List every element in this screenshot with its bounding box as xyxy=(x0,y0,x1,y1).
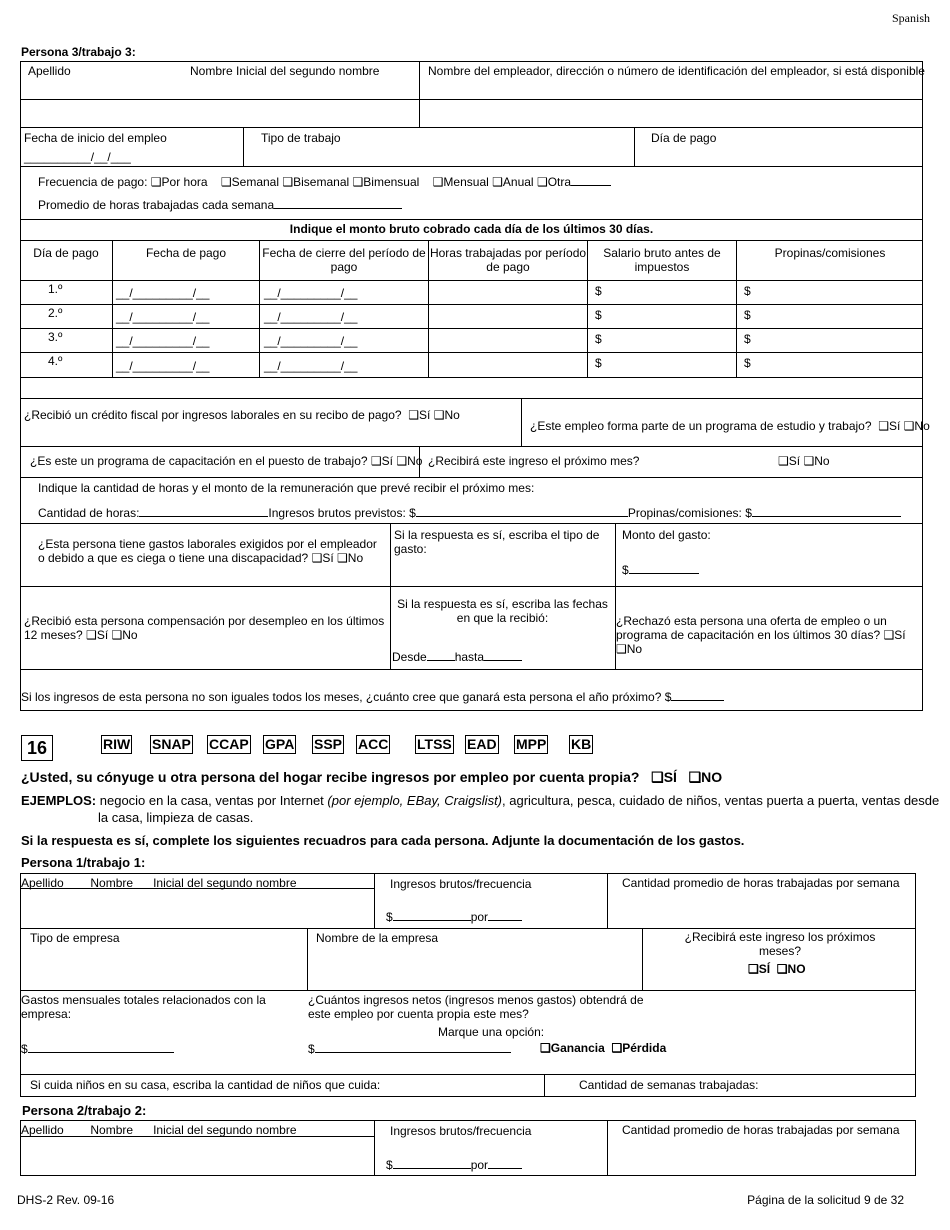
salario-field[interactable]: $ xyxy=(595,356,602,370)
p1-ganancia-perdida: ❑Ganancia ❑Pérdida xyxy=(540,1041,667,1055)
checkbox-si[interactable]: ❑ xyxy=(408,408,419,422)
th-dia-pago: Día de pago xyxy=(33,246,99,260)
program-code-mpp: MPP xyxy=(516,736,547,752)
fecha-pago-field[interactable]: __/_________/__ xyxy=(116,359,210,373)
desde-field[interactable] xyxy=(427,649,455,661)
checkbox-si[interactable]: ❑ xyxy=(311,551,323,565)
section16-ejemplos: EJEMPLOS: negocio en la casa, ventas por Internet (por ejemplo, EBay, Craigslist), agricultura, pesca, cuidado de niños, ventas puerta a puerta, ventas desde xyxy=(21,793,940,808)
p3-desde-hasta: Desde hasta xyxy=(392,649,522,664)
form-id: DHS-2 Rev. 09-16 xyxy=(17,1193,115,1207)
persona2-title: Persona 2/trabajo 2: xyxy=(22,1103,147,1118)
fecha-pago-field[interactable]: __/_________/__ xyxy=(116,286,210,300)
checkbox-no[interactable]: ❑ xyxy=(776,962,788,976)
p2-ingresos-freq: Ingresos brutos/frecuencia xyxy=(390,1124,532,1138)
th-fecha-cierre: Fecha de cierre del período de pago xyxy=(262,246,426,274)
checkbox-no[interactable]: ❑ xyxy=(396,454,408,468)
checkbox-bimensual[interactable]: ❑ xyxy=(352,175,364,189)
persona3-title: Persona 3/trabajo 3: xyxy=(21,45,136,59)
fecha-pago-field[interactable]: __/_________/__ xyxy=(116,310,210,324)
checkbox-no[interactable]: ❑ xyxy=(688,769,702,785)
p3-cantidad-row: Cantidad de horas: Ingresos brutos previstos: $ Propinas/comisiones: $ xyxy=(38,505,901,520)
checkbox-no[interactable]: ❑ xyxy=(337,551,348,565)
checkbox-no[interactable]: ❑ xyxy=(111,628,123,642)
horas-field[interactable] xyxy=(429,329,586,351)
p3-credito-fiscal: ¿Recibió un crédito fiscal por ingresos laborales en su recibo de pago? ❑Sí ❑No xyxy=(24,408,460,422)
cantidad-horas-field[interactable] xyxy=(139,505,268,517)
page-number: Página de la solicitud 9 de 32 xyxy=(747,1193,904,1207)
checkbox-por-hora[interactable]: ❑ xyxy=(150,175,162,189)
p1-marque: Marque una opción: xyxy=(438,1025,545,1039)
horas-field[interactable] xyxy=(429,281,586,303)
p1-ingresos-field[interactable]: $ por xyxy=(386,909,522,924)
p3-promedio: Promedio de horas trabajadas cada semana xyxy=(38,197,402,212)
row-label: 2.º xyxy=(48,306,63,320)
salario-field[interactable]: $ xyxy=(595,308,602,322)
language-label: Spanish xyxy=(891,11,930,25)
row-label: 4.º xyxy=(48,354,63,368)
p1-cuida-ninos: Si cuida niños en su casa, escriba la cantidad de niños que cuida: xyxy=(30,1078,381,1092)
p1-name-field[interactable] xyxy=(21,889,373,927)
checkbox-perdida[interactable]: ❑ xyxy=(611,1041,623,1055)
p3-recibira-options: ❑Sí ❑No xyxy=(778,454,830,468)
p1-ingresos-netos-field[interactable]: $ xyxy=(308,1041,511,1056)
th-propinas: Propinas/comisiones xyxy=(774,246,886,260)
program-code-snap: SNAP xyxy=(152,736,191,752)
checkbox-si[interactable]: ❑ xyxy=(883,628,895,642)
salario-field[interactable]: $ xyxy=(595,284,602,298)
p1-recibira-options: ❑SÍ ❑NO xyxy=(748,962,806,976)
th-fecha-pago: Fecha de pago xyxy=(145,246,227,260)
checkbox-mensual[interactable]: ❑ xyxy=(432,175,444,189)
p3-nombre-label: Nombre Inicial del segundo nombre xyxy=(190,64,380,78)
p3-monto-gasto-field[interactable]: $ xyxy=(622,562,699,577)
fecha-cierre-field[interactable]: __/_________/__ xyxy=(264,310,358,324)
p2-ingresos-field[interactable]: $ por xyxy=(386,1157,522,1172)
p1-gastos-field[interactable]: $ xyxy=(21,1041,174,1056)
p3-tipo-trabajo-label: Tipo de trabajo xyxy=(261,131,341,145)
program-code-kb: KB xyxy=(571,736,592,752)
checkbox-anual[interactable]: ❑ xyxy=(492,175,503,189)
p3-rechazo-q: ¿Rechazó esta persona una oferta de empleo o un programa de capacitación en los últimos 30 días? ❑Sí ❑No xyxy=(616,614,906,656)
fecha-cierre-field[interactable]: __/_________/__ xyxy=(264,286,358,300)
p1-ingresos-freq: Ingresos brutos/frecuencia xyxy=(390,877,532,891)
p1-nombre-empresa: Nombre de la empresa xyxy=(316,931,439,945)
p3-fecha-inicio-label: Fecha de inicio del empleo xyxy=(24,131,167,145)
th-horas: Horas trabajadas por período de pago xyxy=(429,246,587,274)
p1-semanas: Cantidad de semanas trabajadas: xyxy=(579,1078,759,1092)
propinas-field[interactable]: $ xyxy=(744,356,751,370)
p3-recibira-ingreso: ¿Recibirá este ingreso el próximo mes? xyxy=(428,454,640,468)
salario-field[interactable]: $ xyxy=(595,332,602,346)
p1-ingresos-netos: ¿Cuántos ingresos netos (ingresos menos gastos) obtendrá de este empleo por cuenta propia este mes? xyxy=(308,993,644,1021)
p3-ingresos-no-iguales: Si los ingresos de esta persona no son iguales todos los meses, ¿cuánto cree que ganará esta persona el año próximo? $ xyxy=(21,689,724,704)
horas-field[interactable] xyxy=(429,305,586,327)
p3-capacitacion: ¿Es este un programa de capacitación en el puesto de trabajo? ❑Sí ❑No xyxy=(30,454,423,468)
row-label: 3.º xyxy=(48,330,63,344)
persona1-title: Persona 1/trabajo 1: xyxy=(21,855,146,870)
p2-name-field[interactable] xyxy=(21,1137,373,1175)
p1-recibira-meses: ¿Recibirá este ingreso los próximos meses? xyxy=(684,930,876,958)
otra-field[interactable] xyxy=(571,174,611,186)
program-code-ccap: CCAP xyxy=(209,736,249,752)
p3-dia-pago-label: Día de pago xyxy=(651,131,717,145)
checkbox-no[interactable]: ❑ xyxy=(803,454,815,468)
ingresos-anuales-field[interactable] xyxy=(671,689,724,701)
promedio-field[interactable] xyxy=(274,197,402,209)
p3-monto-gasto: Monto del gasto: xyxy=(622,528,711,542)
checkbox-bisemanal[interactable]: ❑ xyxy=(282,175,294,189)
checkbox-no[interactable]: ❑ xyxy=(616,642,627,656)
row-label: 1.º xyxy=(48,282,63,296)
p2-name-labels: Apellido Nombre Inicial del segundo nombre xyxy=(21,1123,297,1137)
th-salario: Salario bruto antes de impuestos xyxy=(603,246,721,274)
program-code-ssp: SSP xyxy=(314,736,343,752)
p3-fecha-inicio-field[interactable]: __________/__/___ xyxy=(24,150,131,164)
frecuencia-label: Frecuencia de pago: xyxy=(38,175,148,189)
p3-desempleo-q: ¿Recibió esta persona compensación por desempleo en los últimos 12 meses? ❑Sí ❑No xyxy=(24,614,385,642)
fecha-cierre-field[interactable]: __/_________/__ xyxy=(264,359,358,373)
ingresos-brutos-field[interactable] xyxy=(416,505,628,517)
checkbox-si[interactable]: ❑ xyxy=(86,628,97,642)
section16-question: ¿Usted, su cónyuge u otra persona del hogar recibe ingresos por empleo por cuenta propia? ❑SÍ ❑NO xyxy=(21,769,723,785)
program-code-gpa: GPA xyxy=(265,736,295,752)
p3-indique-horas: Indique la cantidad de horas y el monto de la remuneración que prevé recibir el próximo mes: xyxy=(38,481,535,495)
checkbox-no[interactable]: ❑ xyxy=(433,408,445,422)
propinas-previstas-field[interactable] xyxy=(752,505,901,517)
program-code-acc: ACC xyxy=(358,736,389,752)
p3-fechas-recibio: Si la respuesta es sí, escriba las fechas en que la recibió: xyxy=(397,597,608,625)
fecha-pago-field[interactable]: __/_________/__ xyxy=(116,334,210,348)
propinas-field[interactable]: $ xyxy=(744,332,751,346)
p2-horas-semana: Cantidad promedio de horas trabajadas por semana xyxy=(622,1123,900,1137)
p1-name-labels: Apellido Nombre Inicial del segundo nombre xyxy=(21,876,297,890)
program-code-ltss: LTSS xyxy=(417,736,452,752)
section16-ejemplos-cont: la casa, limpieza de casas. xyxy=(98,810,254,825)
section-number: 16 xyxy=(21,735,53,761)
checkbox-si[interactable]: ❑ xyxy=(370,454,382,468)
p3-apellido-label: Apellido xyxy=(28,64,71,78)
propinas-field[interactable]: $ xyxy=(744,284,751,298)
program-code-riw: RIW xyxy=(103,736,131,752)
p3-nombre-field[interactable] xyxy=(21,100,418,126)
section16-instruccion: Si la respuesta es sí, complete los siguientes recuadros para cada persona. Adjunte la documentación de los gastos. xyxy=(21,833,745,848)
p1-gastos-mensuales: Gastos mensuales totales relacionados con la empresa: xyxy=(21,993,266,1021)
p3-tipo-gasto: Si la respuesta es sí, escriba el tipo de gasto: xyxy=(394,528,600,556)
p1-horas-semana: Cantidad promedio de horas trabajadas por semana xyxy=(622,876,900,890)
p3-frecuencia: Frecuencia de pago: ❑Por hora ❑Semanal ❑Bisemanal ❑Bimensual ❑Mensual ❑Anual ❑Otra xyxy=(38,174,611,189)
p1-tipo-empresa: Tipo de empresa xyxy=(30,931,120,945)
p3-empleador-field[interactable] xyxy=(420,100,922,126)
p3-indique-monto: Indique el monto bruto cobrado cada día de los últimos 30 días. xyxy=(289,222,654,236)
checkbox-si[interactable]: ❑ xyxy=(748,962,759,976)
fecha-cierre-field[interactable]: __/_________/__ xyxy=(264,334,358,348)
checkbox-si[interactable]: ❑ xyxy=(778,454,789,468)
checkbox-otra[interactable]: ❑ xyxy=(536,175,548,189)
horas-field[interactable] xyxy=(429,353,586,376)
program-code-ead: EAD xyxy=(467,736,497,752)
checkbox-ganancia[interactable]: ❑ xyxy=(540,1041,551,1055)
hasta-field[interactable] xyxy=(484,649,522,661)
checkbox-no[interactable]: ❑ xyxy=(903,419,915,433)
checkbox-si[interactable]: ❑ xyxy=(878,419,889,433)
p3-estudio-trabajo: ¿Este empleo forma parte de un programa de estudio y trabajo? ❑Sí ❑No xyxy=(530,419,930,433)
checkbox-si[interactable]: ❑ xyxy=(651,769,664,785)
p3-gastos-q: ¿Esta persona tiene gastos laborales exigidos por el empleador o debido a que es ciega o tiene una discapacidad? ❑Sí ❑No xyxy=(38,537,377,565)
p3-empleador-label: Nombre del empleador, dirección o número de identificación del empleador, si está disponible xyxy=(428,64,925,78)
checkbox-semanal[interactable]: ❑ xyxy=(220,175,232,189)
propinas-field[interactable]: $ xyxy=(744,308,751,322)
